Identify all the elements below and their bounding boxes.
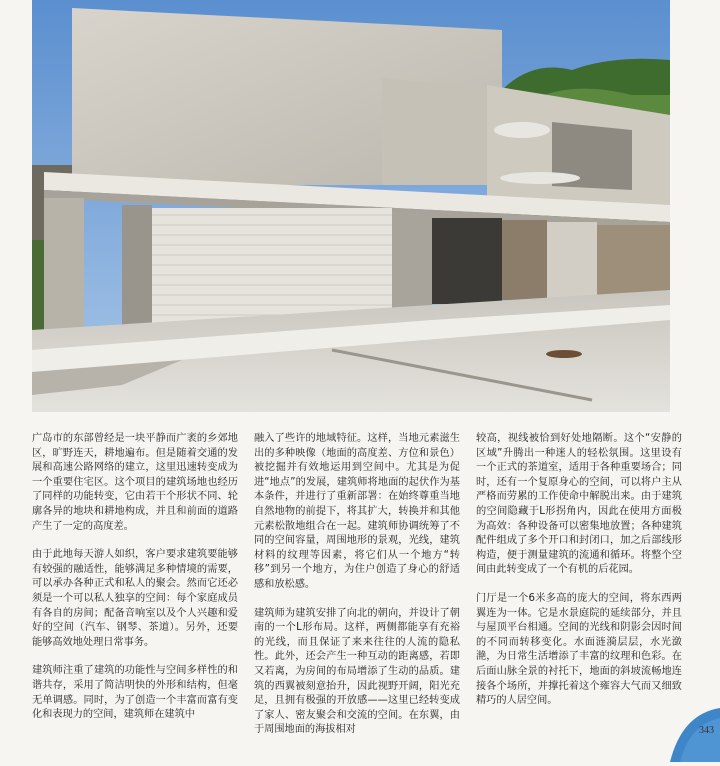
page-number: 343 xyxy=(699,725,714,736)
paragraph: 由于此地每天游人如织，客户要求建筑要能够有较强的融适性，能够满足多种情境的需要，可以承办各种正式和私人的聚会。然而它还必须是一个可以私人独享的空间：每个家庭成员有各自的房间；配备音响室以及个人兴趣和爱好的空间（汽车、钢琴、茶道）。另外，还要能够高效地处理日常事务。 xyxy=(32,549,238,648)
article-text xyxy=(32,432,682,742)
paragraph: 融入了些许的地域特征。这样，当地元素滋生出的多种映像（地面的高度差、方位和景色）被挖掘并有效地运用到空间中。尤其是为促进“地点”的发展，建筑师将地面的起伏作为基本条件，并进行了重新部署：在始终尊重当地自然地物的前提下，将其扩大，转换并和其他元素松散地组合在一起。建筑师协调统筹了不同的空间容量，周围地形的景观，光线，建筑材料的纹理等因素，将它们从一个地方“转移”到另一个地方，为住户创造了身心的舒适感和放松感。 xyxy=(254,433,460,590)
text-column-2 xyxy=(254,432,460,752)
building-photo xyxy=(32,0,670,412)
paragraph: 广岛市的东部曾经是一块平静而广袤的乡郊地区，旷野连天，耕地遍布。但是随着交通的发展和高速公路网络的建立，这里迅速转变成为一个重要住宅区。这个项目的建筑场地也经历了同样的功能转变，它由若干个形状不同、轮廓各异的地块和耕地构成，并且和前面的道路产生了一定的高度差。 xyxy=(32,433,238,532)
paragraph: 门厅是一个6米多高的庞大的空间，将东西两翼连为一体。它是水景庭院的延续部分，并且与屋顶平台相通。空间的光线和阴影会因时间的不同而转移变化。水面涟漪层层，水光潋滟，为日常生活增添了丰富的纹理和色彩。在后面山脉全景的衬托下，地面的斜坡流畅地连接各个场所，并撑托着这个雍容大气而又细致精巧的人居空间。 xyxy=(476,592,682,707)
text-column-1 xyxy=(32,432,238,737)
text-column-3 xyxy=(476,432,682,723)
paragraph: 建筑师注重了建筑的功能性与空间多样性的和谐共存，采用了简洁明快的外形和结构，但毫无单调感。同时，为了创造一个丰富而富有变化和表现力的空间，建筑师在建筑中 xyxy=(32,665,238,721)
paragraph: 较高，视线被恰到好处地隔断。这个“安静的区域”升腾出一种迷人的轻松氛围。这里设有一个正式的茶道室，适用于各种重要场合；同时，还有一个复原身心的空间，可以将户主从严格而劳累的工作使命中解脱出来。由于建筑的空间隐藏于L形拐角内，因此在使用方面极为高效：各种设备可以密集地放置；各种建筑配件组成了多个开口和封闭口，加之后部线形构造，便于测量建筑的流通和循环。将整个空间由此转变成了一个有机的后花园。 xyxy=(476,433,682,576)
paragraph: 建筑师为建筑安排了向北的朝向，并设计了朝南的一个L形布局。这样，两侧都能享有充裕的光线，而且保证了来来往往的人流的隐私性。此外，还会产生一种互动的距离感，若即又若离，为房间的布局增添了生动的品质。建筑的西翼被刻意抬升，因此视野开阔，阳光充足，且拥有极强的开放感——这里已经转变成了家人、密友聚会和交流的空间。在东翼，由于周围地面的海拔相对 xyxy=(254,607,460,736)
building-photo-icon xyxy=(32,0,670,412)
